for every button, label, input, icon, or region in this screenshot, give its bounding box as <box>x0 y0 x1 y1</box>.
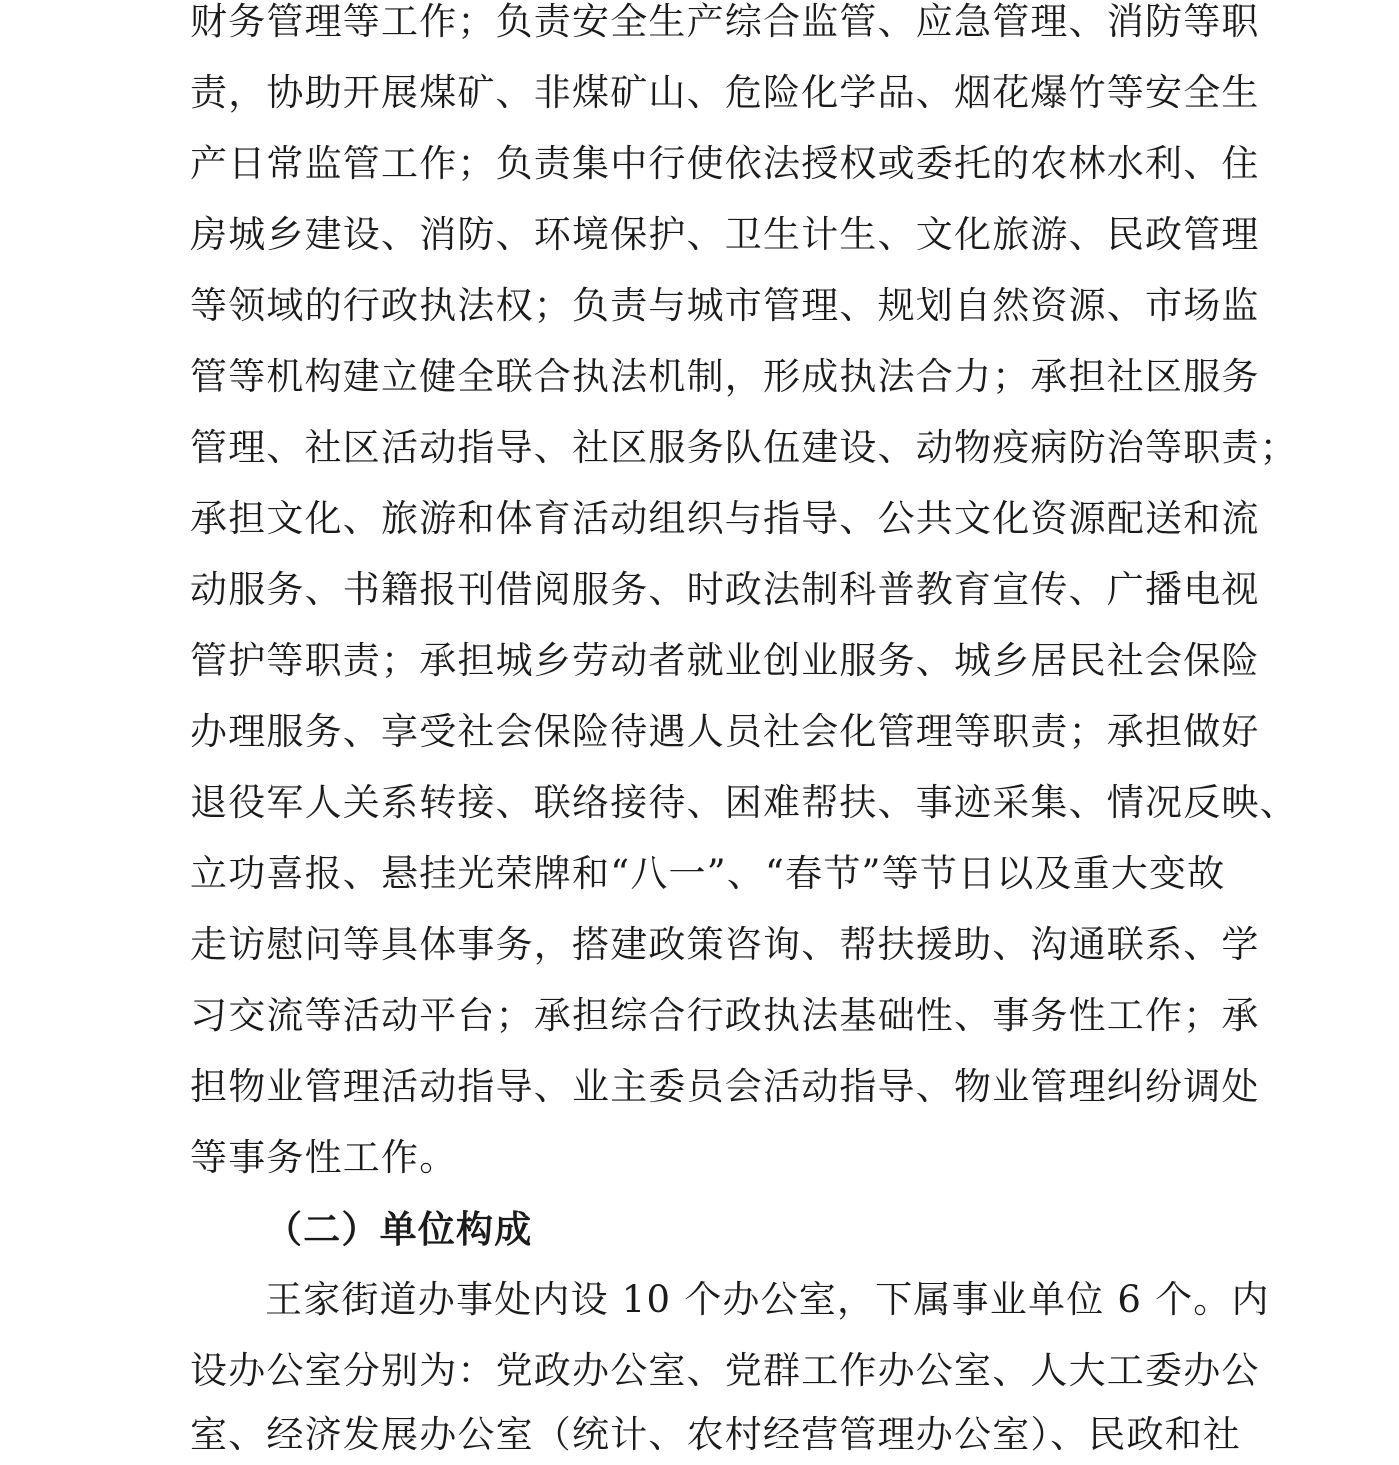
text-line: 走访慰问等具体事务，搭建政策咨询、帮扶援助、沟通联系、学 <box>190 923 1260 966</box>
text-line: 办理服务、享受社会保险待遇人员社会化管理等职责；承担做好 <box>190 710 1260 753</box>
text-line: 立功喜报、悬挂光荣牌和“八一”、“春节”等节日以及重大变故 <box>190 852 1226 895</box>
section-heading: （二）单位构成 <box>265 1207 533 1251</box>
text-line: 房城乡建设、消防、环境保护、卫生计生、文化旅游、民政管理 <box>190 213 1260 256</box>
text-line: 担物业管理活动指导、业主委员会活动指导、物业管理纠纷调处 <box>190 1065 1260 1108</box>
text-line: 承担文化、旅游和体育活动组织与指导、公共文化资源配送和流 <box>190 497 1260 540</box>
text-line: 习交流等活动平台；承担综合行政执法基础性、事务性工作；承 <box>190 994 1260 1037</box>
text-line: 管护等职责；承担城乡劳动者就业创业服务、城乡居民社会保险 <box>190 639 1260 682</box>
text-line: 等领域的行政执法权；负责与城市管理、规划自然资源、市场监 <box>190 284 1260 327</box>
text-line: 责，协助开展煤矿、非煤矿山、危险化学品、烟花爆竹等安全生 <box>190 71 1260 114</box>
text-line: 王家街道办事处内设 10 个办公室，下属事业单位 6 个。内 <box>265 1278 1270 1321</box>
text-line: 动服务、书籍报刊借阅服务、时政法制科普教育宣传、广播电视 <box>190 568 1260 611</box>
text-line: 财务管理等工作；负责安全生产综合监管、应急管理、消防等职 <box>190 0 1260 43</box>
text-line: 产日常监管工作；负责集中行使依法授权或委托的农林水利、住 <box>190 142 1260 185</box>
text-line: 设办公室分别为：党政办公室、党群工作办公室、人大工委办公 <box>190 1349 1260 1392</box>
text-line: 管等机构建立健全联合执法机制，形成执法合力；承担社区服务 <box>190 355 1260 398</box>
text-line: 等事务性工作。 <box>190 1136 458 1179</box>
text-line: 管理、社区活动指导、社区服务队伍建设、动物疫病防治等职责； <box>190 426 1298 469</box>
text-line: 室、经济发展办公室（统计、农村经营管理办公室）、民政和社 <box>190 1413 1242 1456</box>
text-line: 退役军人关系转接、联络接待、困难帮扶、事迹采集、情况反映、 <box>190 781 1298 824</box>
